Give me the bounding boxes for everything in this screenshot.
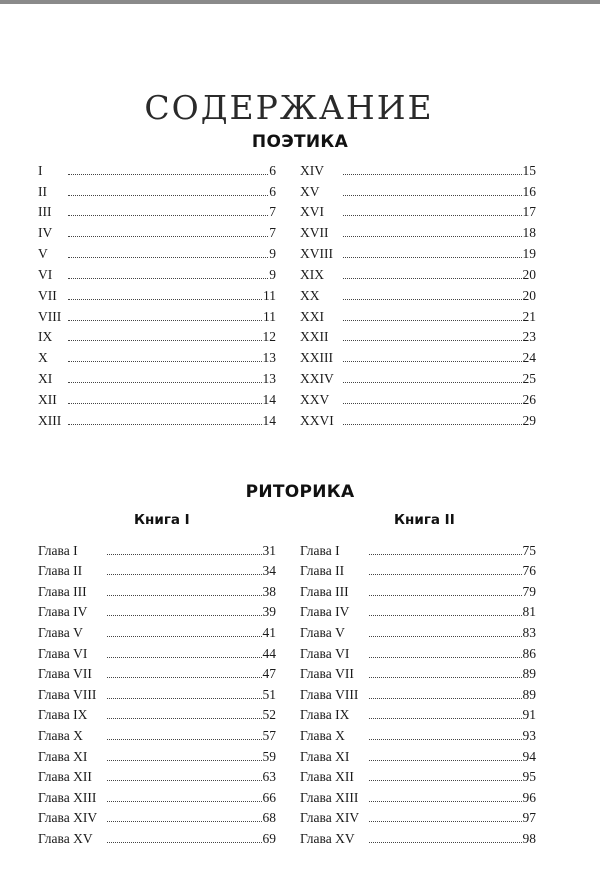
book1-title: Книга I (134, 512, 190, 528)
toc-entry (38, 325, 276, 346)
dot-leader (68, 173, 268, 175)
toc-entry-page: 91 (522, 707, 536, 723)
toc-entry (38, 662, 276, 683)
dot-leader (107, 800, 262, 802)
toc-entry (300, 200, 536, 221)
toc-entry-page: 89 (522, 686, 536, 702)
toc-entry-page: 26 (522, 391, 536, 407)
dot-leader (68, 194, 268, 196)
toc-entry-page: 7 (269, 225, 276, 241)
dot-leader (107, 676, 262, 678)
toc-entry (38, 366, 276, 387)
toc-entry-label: Глава XII (300, 769, 354, 785)
toc-entry-page: 57 (262, 727, 276, 743)
dot-leader (343, 381, 522, 383)
toc-entry-label: Глава XIII (38, 789, 97, 805)
toc-entry-page: 9 (269, 266, 276, 282)
book2-title: Книга II (394, 512, 455, 528)
toc-entry-page: 38 (262, 583, 276, 599)
toc-entry-page: 79 (522, 583, 536, 599)
toc-entry-page: 7 (269, 204, 276, 220)
top-border (0, 0, 600, 4)
toc-entry-page: 98 (522, 830, 536, 846)
dot-leader (107, 635, 262, 637)
toc-entry (300, 806, 536, 827)
toc-entry-label: Глава III (38, 583, 87, 599)
dot-leader (369, 656, 522, 658)
toc-entry (300, 765, 536, 786)
toc-entry-page: 89 (522, 666, 536, 682)
dot-leader (369, 800, 522, 802)
toc-entry-label: XV (300, 183, 320, 199)
toc-entry-label: IV (38, 225, 53, 241)
dot-leader (369, 614, 522, 616)
dot-leader (68, 298, 262, 300)
toc-entry-page: 63 (262, 769, 276, 785)
toc-entry-label: Глава XIII (300, 789, 359, 805)
toc-entry-label: II (38, 183, 47, 199)
toc-entry-label: Глава XV (300, 830, 355, 846)
dot-leader (369, 594, 522, 596)
toc-entry-page: 95 (522, 769, 536, 785)
toc-entry-page: 52 (262, 707, 276, 723)
toc-entry-page: 21 (522, 308, 536, 324)
toc-entry (300, 345, 536, 366)
toc-entry-page: 34 (262, 563, 276, 579)
toc-entry-page: 16 (522, 183, 536, 199)
dot-leader (343, 360, 522, 362)
toc-entry-label: Глава IV (38, 604, 88, 620)
toc-entry-page: 66 (262, 789, 276, 805)
toc-entry-label: Глава X (38, 727, 83, 743)
toc-entry-label: Глава XI (300, 748, 350, 764)
poetics-toc-left (38, 158, 276, 429)
dot-leader (369, 717, 522, 719)
toc-entry-page: 97 (522, 810, 536, 826)
toc-entry (300, 579, 536, 600)
dot-leader (343, 235, 522, 237)
toc-entry (300, 304, 536, 325)
toc-entry-label: Глава VIII (38, 686, 97, 702)
toc-entry-page: 11 (263, 287, 276, 303)
toc-entry (300, 538, 536, 559)
toc-entry-page: 75 (522, 542, 536, 558)
dot-leader (68, 256, 268, 258)
toc-entry-page: 9 (269, 246, 276, 262)
toc-entry-label: Глава V (300, 624, 345, 640)
toc-entry (300, 641, 536, 662)
toc-entry-label: Глава I (300, 542, 340, 558)
toc-entry-label: Глава II (300, 563, 345, 579)
toc-entry (300, 703, 536, 724)
toc-entry (38, 538, 276, 559)
dot-leader (68, 235, 268, 237)
dot-leader (68, 423, 262, 425)
toc-entry-label: Глава VI (300, 645, 350, 661)
dot-leader (107, 594, 262, 596)
toc-entry (38, 241, 276, 262)
toc-entry-label: Глава XIV (300, 810, 360, 826)
toc-entry-label: Глава XII (38, 769, 92, 785)
toc-entry-page: 24 (522, 350, 536, 366)
toc-entry-page: 19 (522, 246, 536, 262)
toc-entry-label: Глава V (38, 624, 83, 640)
toc-entry (38, 765, 276, 786)
dot-leader (343, 402, 522, 404)
toc-entry-page: 47 (262, 666, 276, 682)
toc-entry (300, 600, 536, 621)
toc-entry-page: 17 (522, 204, 536, 220)
toc-entry-label: Глава I (38, 542, 78, 558)
toc-entry-label: VII (38, 287, 57, 303)
toc-entry-label: Глава III (300, 583, 349, 599)
dot-leader (343, 423, 522, 425)
toc-entry-label: Глава VI (38, 645, 88, 661)
toc-entry (38, 620, 276, 641)
toc-entry-label: Глава XI (38, 748, 88, 764)
page-title: СОДЕРЖАНИЕ (144, 88, 434, 128)
toc-entry-page: 69 (262, 830, 276, 846)
toc-entry-page: 13 (262, 371, 276, 387)
dot-leader (107, 717, 262, 719)
toc-entry-label: V (38, 246, 48, 262)
dot-leader (107, 697, 262, 699)
dot-leader (107, 573, 262, 575)
dot-leader (369, 759, 522, 761)
toc-entry-page: 81 (522, 604, 536, 620)
toc-entry-page: 76 (522, 563, 536, 579)
toc-entry (300, 408, 536, 429)
toc-entry (300, 826, 536, 847)
dot-leader (369, 553, 522, 555)
toc-entry-page: 20 (522, 266, 536, 282)
book2-toc (300, 538, 536, 847)
toc-entry-page: 20 (522, 287, 536, 303)
toc-entry (300, 723, 536, 744)
toc-entry-page: 11 (263, 308, 276, 324)
toc-entry-page: 44 (262, 645, 276, 661)
dot-leader (107, 614, 262, 616)
toc-entry-page: 18 (522, 225, 536, 241)
dot-leader (369, 676, 522, 678)
toc-entry-label: Глава IX (300, 707, 350, 723)
toc-entry-page: 96 (522, 789, 536, 805)
dot-leader (369, 820, 522, 822)
toc-entry (38, 600, 276, 621)
toc-entry (38, 806, 276, 827)
toc-entry-label: XI (38, 371, 53, 387)
toc-entry (300, 559, 536, 580)
toc-entry (38, 785, 276, 806)
toc-entry (38, 723, 276, 744)
dot-leader (343, 298, 522, 300)
toc-entry (300, 262, 536, 283)
toc-entry (38, 304, 276, 325)
toc-entry-page: 41 (262, 624, 276, 640)
dot-leader (107, 738, 262, 740)
dot-leader (107, 820, 262, 822)
toc-entry-label: IX (38, 329, 53, 345)
toc-entry (300, 179, 536, 200)
toc-entry-label: XVIII (300, 246, 333, 262)
toc-entry-label: XII (38, 391, 57, 407)
toc-entry-label: XXV (300, 391, 330, 407)
toc-entry (38, 283, 276, 304)
dot-leader (68, 214, 268, 216)
toc-entry-label: VI (38, 266, 53, 282)
toc-entry-page: 83 (522, 624, 536, 640)
dot-leader (369, 779, 522, 781)
dot-leader (68, 277, 268, 279)
dot-leader (107, 553, 262, 555)
toc-entry-label: XXVI (300, 412, 334, 428)
toc-entry-page: 93 (522, 727, 536, 743)
toc-entry (38, 220, 276, 241)
toc-entry (38, 387, 276, 408)
toc-entry-label: Глава XV (38, 830, 93, 846)
dot-leader (369, 635, 522, 637)
dot-leader (343, 256, 522, 258)
dot-leader (343, 339, 522, 341)
toc-entry (38, 345, 276, 366)
toc-entry (300, 387, 536, 408)
dot-leader (369, 841, 522, 843)
toc-entry (38, 559, 276, 580)
toc-entry (38, 158, 276, 179)
toc-entry-page: 25 (522, 371, 536, 387)
toc-entry (38, 641, 276, 662)
poetics-toc-right (300, 158, 536, 429)
dot-leader (343, 173, 522, 175)
dot-leader (369, 697, 522, 699)
toc-entry-page: 51 (262, 686, 276, 702)
toc-entry-page: 14 (262, 391, 276, 407)
dot-leader (369, 738, 522, 740)
toc-entry-label: III (38, 204, 52, 220)
toc-entry-label: Глава VIII (300, 686, 359, 702)
dot-leader (107, 656, 262, 658)
toc-entry (300, 682, 536, 703)
toc-entry-label: Глава IV (300, 604, 350, 620)
toc-entry-label: XXIV (300, 371, 334, 387)
toc-entry (38, 703, 276, 724)
toc-entry (300, 325, 536, 346)
rhetoric-heading: РИТОРИКА (245, 482, 355, 502)
dot-leader (68, 339, 262, 341)
toc-entry-label: XXII (300, 329, 329, 345)
toc-entry-label: XIII (38, 412, 62, 428)
toc-entry (300, 662, 536, 683)
toc-entry-page: 59 (262, 748, 276, 764)
toc-entry-label: Глава VII (38, 666, 92, 682)
dot-leader (369, 573, 522, 575)
toc-entry-page: 94 (522, 748, 536, 764)
toc-entry-page: 13 (262, 350, 276, 366)
dot-leader (68, 402, 262, 404)
toc-entry-label: XVI (300, 204, 324, 220)
dot-leader (68, 381, 262, 383)
toc-entry (300, 620, 536, 641)
toc-entry (300, 241, 536, 262)
dot-leader (107, 841, 262, 843)
toc-entry (38, 200, 276, 221)
dot-leader (107, 779, 262, 781)
toc-entry-page: 14 (262, 412, 276, 428)
toc-entry-page: 68 (262, 810, 276, 826)
toc-entry-page: 15 (522, 162, 536, 178)
dot-leader (343, 194, 522, 196)
toc-entry (38, 179, 276, 200)
toc-entry-label: Глава XIV (38, 810, 98, 826)
toc-entry-label: Глава X (300, 727, 345, 743)
toc-entry-label: XXIII (300, 350, 333, 366)
toc-entry-label: XX (300, 287, 320, 303)
toc-entry-label: XIX (300, 266, 324, 282)
poetics-heading: ПОЭТИКА (251, 132, 349, 152)
toc-entry (300, 220, 536, 241)
toc-entry-page: 29 (522, 412, 536, 428)
toc-entry-label: XXI (300, 308, 324, 324)
toc-entry (38, 408, 276, 429)
toc-entry (300, 158, 536, 179)
dot-leader (68, 360, 262, 362)
dot-leader (68, 319, 262, 321)
toc-entry-label: I (38, 162, 43, 178)
toc-entry (300, 785, 536, 806)
toc-entry-label: X (38, 350, 48, 366)
toc-entry-label: Глава II (38, 563, 83, 579)
toc-entry-page: 31 (262, 542, 276, 558)
toc-entry (38, 262, 276, 283)
toc-entry-label: XIV (300, 162, 324, 178)
toc-entry-page: 39 (262, 604, 276, 620)
toc-entry-label: VIII (38, 308, 62, 324)
dot-leader (343, 319, 522, 321)
toc-entry-label: XVII (300, 225, 329, 241)
toc-entry (300, 283, 536, 304)
dot-leader (343, 214, 522, 216)
toc-entry-page: 12 (262, 329, 276, 345)
dot-leader (343, 277, 522, 279)
toc-entry (300, 744, 536, 765)
toc-entry (38, 744, 276, 765)
toc-entry (38, 826, 276, 847)
toc-entry (38, 682, 276, 703)
toc-entry-page: 6 (269, 162, 276, 178)
toc-entry (38, 579, 276, 600)
toc-entry (300, 366, 536, 387)
toc-entry-label: Глава VII (300, 666, 354, 682)
toc-entry-label: Глава IX (38, 707, 88, 723)
book1-toc (38, 538, 276, 847)
toc-entry-page: 86 (522, 645, 536, 661)
dot-leader (107, 759, 262, 761)
toc-entry-page: 6 (269, 183, 276, 199)
toc-entry-page: 23 (522, 329, 536, 345)
